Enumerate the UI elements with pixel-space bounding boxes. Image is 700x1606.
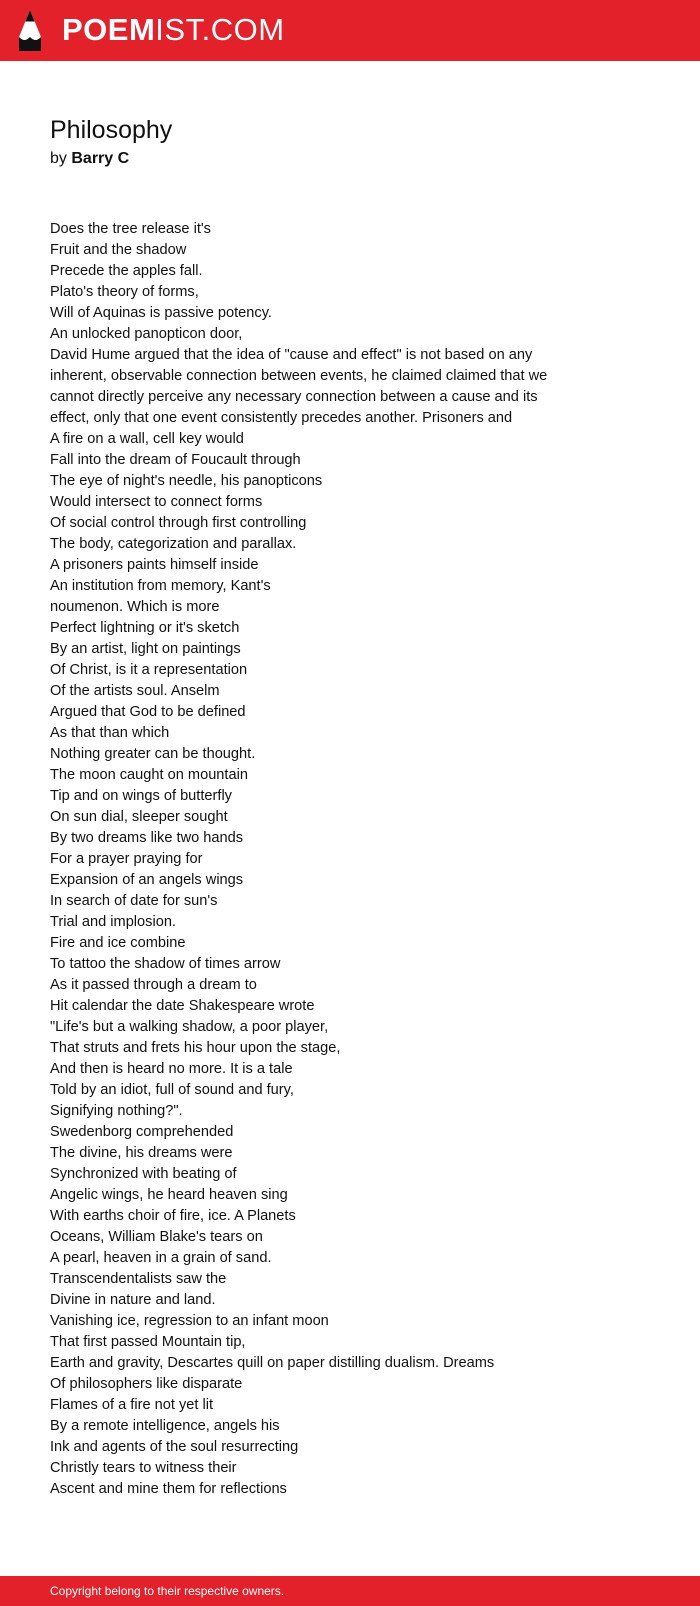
poem-line: An institution from memory, Kant's <box>50 578 271 594</box>
poem-line: Plato's theory of forms, <box>50 284 199 300</box>
copyright-text: Copyright belong to their respective owners. <box>50 1584 285 1598</box>
poem-line: Swedenborg comprehended <box>50 1124 234 1140</box>
poem-line: Of Christ, is it a representation <box>50 662 248 678</box>
poem-line: Does the tree release it's <box>50 221 211 237</box>
poem-line: That struts and frets his hour upon the stage, <box>50 1040 341 1056</box>
poem-line: Tip and on wings of butterfly <box>50 788 232 804</box>
poem-line: Synchronized with beating of <box>50 1166 237 1182</box>
poem-line: Fruit and the shadow <box>50 242 187 258</box>
poem-line: Precede the apples fall. <box>50 263 203 279</box>
poem-line: Will of Aquinas is passive potency. <box>50 305 272 321</box>
poem-line: As that than which <box>50 725 170 741</box>
poem-line: Of social control through first controlling <box>50 515 307 531</box>
author-name[interactable]: Barry C <box>71 150 130 167</box>
poem-line: Would intersect to connect forms <box>50 494 263 510</box>
poem-line: Hit calendar the date Shakespeare wrote <box>50 998 315 1014</box>
poem-line: The body, categorization and parallax. <box>50 536 297 552</box>
poem-line: The eye of night's needle, his panopticons <box>50 473 323 489</box>
poem-line: Earth and gravity, Descartes quill on paper distilling dualism. Dreams <box>50 1355 495 1371</box>
poem-line: By a remote intelligence, angels his <box>50 1418 280 1434</box>
site-header <box>0 0 700 61</box>
poem-line: Of the artists soul. Anselm <box>50 683 220 699</box>
poem-line: An unlocked panopticon door, <box>50 326 243 342</box>
poem-line: Perfect lightning or it's sketch <box>50 620 240 636</box>
site-footer <box>0 1576 700 1606</box>
byline-prefix: by <box>50 150 67 167</box>
poem-line: Argued that God to be defined <box>50 704 246 720</box>
poem-line: Expansion of an angels wings <box>50 872 244 888</box>
poem-line: Told by an idiot, full of sound and fury, <box>50 1082 294 1098</box>
poem-line: For a prayer praying for <box>50 851 203 867</box>
poem-line: By an artist, light on paintings <box>50 641 241 657</box>
poem-line: Ascent and mine them for reflections <box>50 1481 287 1497</box>
poem-line: inherent, observable connection between events, he claimed claimed that we <box>50 368 548 384</box>
brand-bold-text: POEM <box>62 12 156 47</box>
poem-line: noumenon. Which is more <box>50 599 220 615</box>
poem-line: Fire and ice combine <box>50 935 186 951</box>
poem-line: Fall into the dream of Foucault through <box>50 452 301 468</box>
poem-line: A prisoners paints himself inside <box>50 557 259 573</box>
poem-line: David Hume argued that the idea of "cause and effect" is not based on any <box>50 347 533 363</box>
poem-title: Philosophy <box>50 116 173 144</box>
poem-line: To tattoo the shadow of times arrow <box>50 956 281 972</box>
poem-line: "Life's but a walking shadow, a poor player, <box>50 1019 329 1035</box>
poem-line: As it passed through a dream to <box>50 977 257 993</box>
poem-body <box>50 219 650 1500</box>
byline <box>50 148 129 170</box>
brand-light-text: IST.COM <box>155 12 285 47</box>
poem-line: Flames of a fire not yet lit <box>50 1397 214 1413</box>
poem-line: By two dreams like two hands <box>50 830 244 846</box>
poem-line: With earths choir of fire, ice. A Planets <box>50 1208 296 1224</box>
poem-line: Ink and agents of the soul resurrecting <box>50 1439 299 1455</box>
poem-line: Angelic wings, he heard heaven sing <box>50 1187 288 1203</box>
pencil-tip-icon[interactable] <box>18 10 42 51</box>
poem-line: Divine in nature and land. <box>50 1292 216 1308</box>
poem-line: A pearl, heaven in a grain of sand. <box>50 1250 272 1266</box>
poem-line: Vanishing ice, regression to an infant moon <box>50 1313 329 1329</box>
poem-line: The divine, his dreams were <box>50 1145 233 1161</box>
poem-line: And then is heard no more. It is a tale <box>50 1061 293 1077</box>
poem-line: The moon caught on mountain <box>50 767 248 783</box>
poem-line: In search of date for sun's <box>50 893 218 909</box>
poem-line: Of philosophers like disparate <box>50 1376 243 1392</box>
site-logo-link[interactable] <box>62 12 285 48</box>
poem-line: Transcendentalists saw the <box>50 1271 227 1287</box>
poem-line: On sun dial, sleeper sought <box>50 809 228 825</box>
poem-line: Trial and implosion. <box>50 914 176 930</box>
poem-line: cannot directly perceive any necessary connection between a cause and its <box>50 389 538 405</box>
poem-line: Nothing greater can be thought. <box>50 746 256 762</box>
poem-line: Oceans, William Blake's tears on <box>50 1229 263 1245</box>
poem-line: Christly tears to witness their <box>50 1460 237 1476</box>
poem-line: That first passed Mountain tip, <box>50 1334 246 1350</box>
poem-line: A fire on a wall, cell key would <box>50 431 244 447</box>
poem-line: Signifying nothing?". <box>50 1103 183 1119</box>
poem-line: effect, only that one event consistently precedes another. Prisoners and <box>50 410 513 426</box>
